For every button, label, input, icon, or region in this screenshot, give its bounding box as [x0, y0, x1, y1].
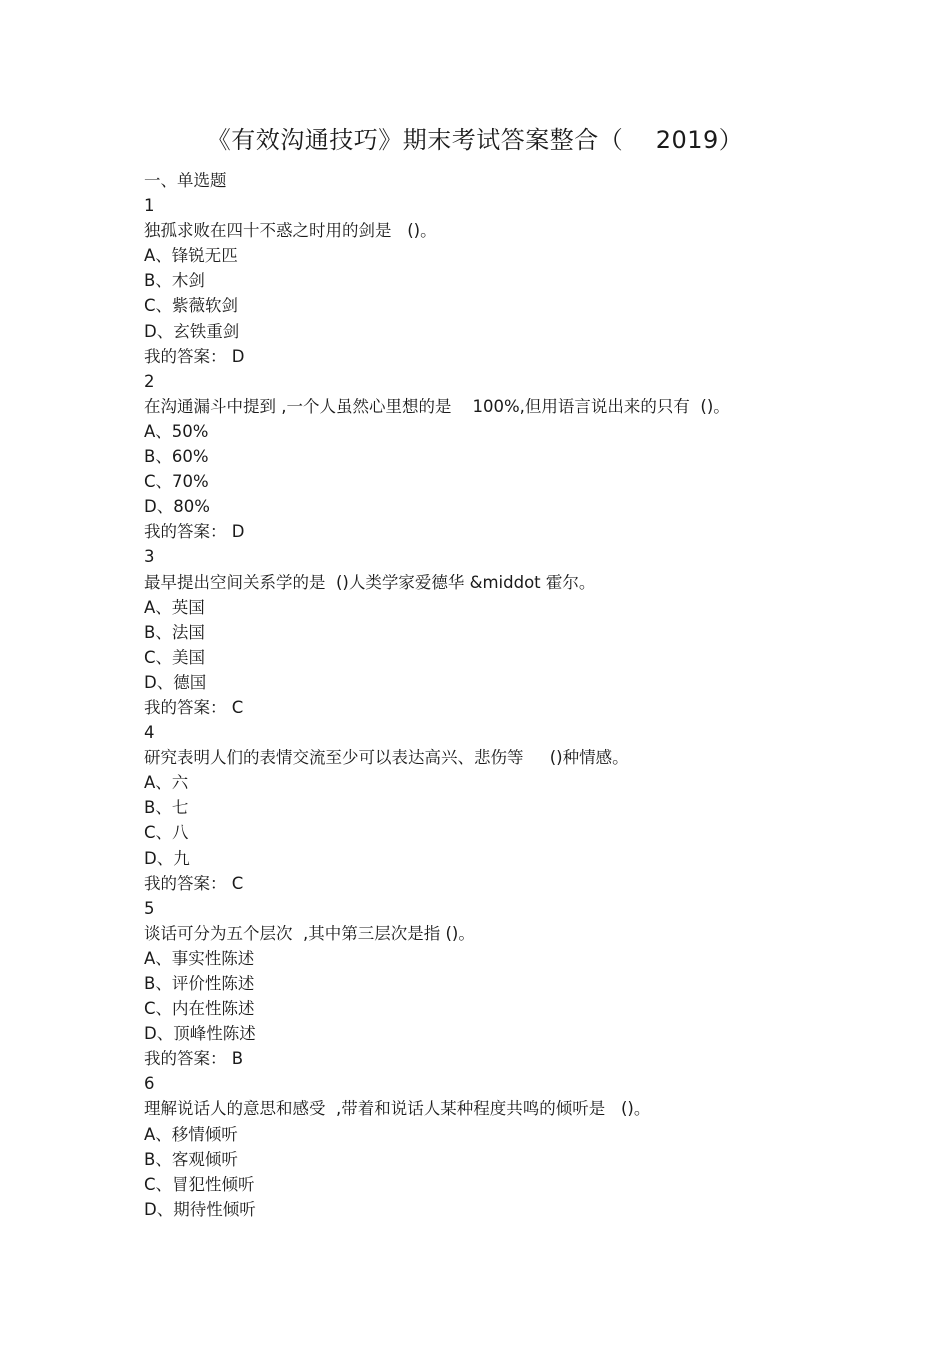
option-c: C、冒犯性倾听: [144, 1174, 255, 1194]
question-number: 6: [144, 1074, 155, 1094]
question-number: 3: [144, 547, 155, 567]
my-answer: 我的答案： B: [144, 1049, 244, 1069]
question-text: 研究表明人们的表情交流至少可以表达高兴、悲伤等 ()种情感。: [144, 748, 629, 768]
question-text: 理解说话人的意思和感受 ,带着和说话人某种程度共鸣的倾听是 ()。: [144, 1099, 651, 1119]
question-text: 谈话可分为五个层次 ,其中第三层次是指 ()。: [144, 923, 475, 943]
document-body: [144, 168, 904, 1222]
question-5: [144, 896, 904, 1072]
option-b: B、60%: [144, 447, 209, 467]
my-answer: 我的答案： D: [144, 522, 245, 542]
option-c: C、70%: [144, 472, 209, 492]
question-text: 在沟通漏斗中提到 ,一个人虽然心里想的是 100%,但用语言说出来的只有 ()。: [144, 396, 730, 416]
my-answer: 我的答案： D: [144, 346, 245, 366]
question-3: [144, 544, 904, 720]
question-1: [144, 193, 904, 369]
question-text: 独孤求败在四十不惑之时用的剑是 ()。: [144, 221, 437, 241]
option-c: C、美国: [144, 647, 206, 667]
section-heading: 一、单选题: [144, 171, 227, 190]
option-a: A、锋锐无匹: [144, 246, 238, 266]
question-4: [144, 720, 904, 896]
option-c: C、内在性陈述: [144, 999, 255, 1019]
question-number: 4: [144, 723, 155, 743]
option-b: B、客观倾听: [144, 1149, 238, 1169]
question-6: [144, 1071, 904, 1222]
question-number: 2: [144, 371, 155, 391]
option-d: D、顶峰性陈述: [144, 1024, 256, 1044]
my-answer: 我的答案： C: [144, 873, 244, 893]
option-d: D、期待性倾听: [144, 1199, 256, 1219]
option-c: C、八: [144, 823, 189, 843]
option-a: A、英国: [144, 597, 205, 617]
option-b: B、法国: [144, 622, 205, 642]
my-answer: 我的答案： C: [144, 697, 244, 717]
option-c: C、紫薇软剑: [144, 296, 239, 316]
option-b: B、木剑: [144, 271, 205, 291]
option-b: B、七: [144, 798, 189, 818]
option-a: A、六: [144, 773, 189, 793]
question-text: 最早提出空间关系学的是 ()人类学家爱德华 &middot 霍尔。: [144, 572, 596, 592]
option-d: D、80%: [144, 497, 210, 517]
option-b: B、评价性陈述: [144, 974, 255, 993]
option-d: D、九: [144, 848, 190, 868]
option-d: D、德国: [144, 672, 207, 692]
option-a: A、事实性陈述: [144, 948, 255, 968]
question-number: 1: [144, 196, 155, 216]
question-number: 5: [144, 898, 155, 918]
question-2: [144, 369, 904, 545]
option-d: D、玄铁重剑: [144, 321, 240, 341]
option-a: A、50%: [144, 421, 209, 441]
document-title: 《有效沟通技巧》期末考试答案整合（ 2019）: [206, 126, 744, 154]
option-a: A、移情倾听: [144, 1124, 238, 1144]
